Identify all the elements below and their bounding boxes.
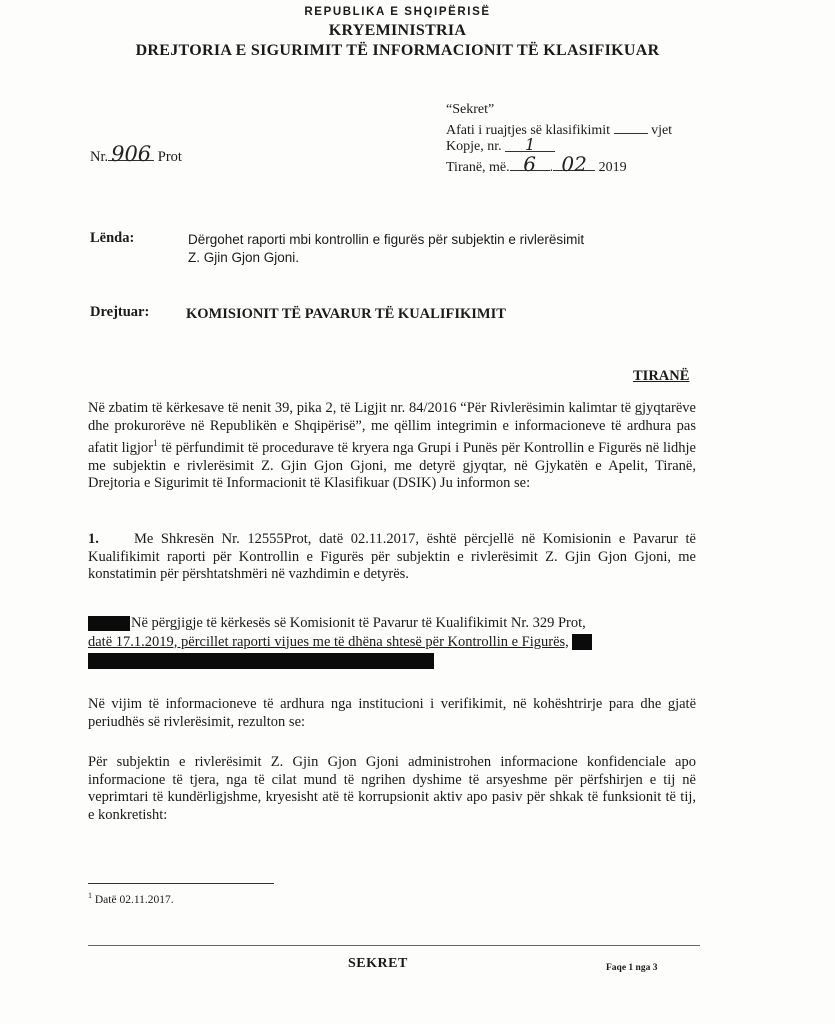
paragraph-subject-info-text: Për subjektin e rivlerësimit Z. Gjin Gjon Gjoni administrohen informacione konfidenciale apo informacione të tjera, nga të cilat mund të ngrihen dyshime të arsyeshme për përfshirjen e tij në veprimtari të kundërligjshme, kryesisht atë të korrupsionit aktiv apo pasiv për shkak të funksionit të tij, e konkretisht: (88, 754, 696, 823)
subject-text (188, 231, 584, 267)
redaction-block (572, 634, 592, 650)
copy-line (446, 135, 555, 155)
date-line: Tiranë, më. 6 . 02 2019 (446, 152, 627, 176)
footnote (88, 891, 174, 906)
footer-classification: SEKRET (348, 956, 408, 971)
retention-label: Afati i ruajtjes së klasifikimit (446, 123, 611, 138)
item-1 (88, 531, 696, 584)
reference-number (90, 142, 182, 166)
classification-secret: “Sekret” (446, 102, 495, 117)
intro-text-a: Në zbatim të kërkesave të nenit 39, pika 2, të Ligjit nr. 84/2016 “Për Rivlerësimin kalimtar të gjyqtarëve dhe prokurorëve në Republikën e Shqipërisë”, me qëllim integrimin e informacioneve të ardhura pas afatit ligjor (88, 400, 696, 457)
nr-value: 906 (111, 142, 152, 166)
nr-label: Nr. (90, 149, 109, 165)
item-1-number: 1. (88, 531, 99, 547)
intro-paragraph (88, 400, 696, 493)
month-value: 02 (561, 152, 587, 176)
footer-divider (88, 945, 700, 946)
intro-text-b: të përfundimit të procedurave të kryera nga Grupi i Punës për Kontrollin e Figurës në lidhje me subjektin e rivlerësimit Z. Gjin Gjon Gjoni, me detyrë gjyqtar, në Gjykatën e Apelit, Tiranë, Drejtoria e Sigurimit të Informacionit të Klasifikuar (DSIK) Ju informon se: (88, 440, 696, 492)
subject-line-2: Z. Gjin Gjon Gjoni. (188, 250, 300, 265)
page-number: Faqe 1 nga 3 (606, 963, 658, 973)
item-2-line-2: datë 17.1.2019, përcillet raporti vijues me të dhëna shtesë për Kontrollin e Figurës, (88, 633, 569, 650)
copy-field (505, 135, 555, 154)
retention-suffix: vjet (651, 123, 673, 138)
header-ministry: KRYEMINISTRIA (328, 22, 467, 39)
footnote-ref: 1 (153, 438, 158, 449)
year-value: 2019 (598, 160, 627, 175)
addressee-city: TIRANË (633, 368, 690, 384)
day-field (510, 152, 550, 176)
footnote-divider (88, 883, 274, 884)
retention-line (446, 120, 672, 139)
addressee-value: KOMISIONIT TË PAVARUR TË KUALIFIKIMIT (186, 306, 506, 322)
footnote-number: 1 (88, 891, 92, 900)
nr-field (108, 142, 154, 166)
subject-line-1: Dërgohet raporti mbi kontrollin e figurës për subjektin e rivlerësimit (188, 232, 585, 247)
footnote-text: Datë 02.11.2017. (94, 893, 174, 906)
city-label: Tiranë, më. (446, 160, 510, 175)
subject-label: Lënda: (90, 230, 135, 246)
copy-label: Kopje, nr. (446, 139, 502, 154)
paragraph-results-text: Në vijim të informacioneve të ardhura nga institucioni i verifikimit, në kohështrirje para dhe gjatë periudhës së rivlerësimit, rezulton se: (88, 696, 696, 730)
retention-blank (614, 120, 648, 134)
addressee-label: Drejtuar: (90, 304, 150, 320)
paragraph-subject-info (88, 754, 696, 824)
header-republic: REPUBLIKA E SHQIPËRISË (304, 6, 491, 18)
month-field (553, 152, 595, 176)
paragraph-results (88, 696, 696, 731)
redaction-block (88, 653, 434, 669)
header-directorate: DREJTORIA E SIGURIMIT TË INFORMACIONIT TË KLASIFIKUAR (135, 42, 660, 59)
item-1-text: Me Shkresën Nr. 12555Prot, datë 02.11.2017, është përcjellë në Komisionin e Pavarur të Kualifikimit raporti për Kontrollin e Figurës për subjektin e rivlerësimit Z. Gjin Gjon Gjoni, me konstatimin për përshtatshmëri në vazhdimin e detyrës. (88, 531, 696, 583)
prot-label: Prot (157, 149, 182, 165)
copy-value: 1 (525, 135, 536, 154)
redaction-block (88, 616, 130, 631)
item-2-line-1: Në përgjigje të kërkesës së Komisionit të Pavarur të Kualifikimit Nr. 329 Prot, (131, 615, 586, 631)
item-2 (88, 615, 696, 670)
day-value: 6 (523, 152, 537, 176)
